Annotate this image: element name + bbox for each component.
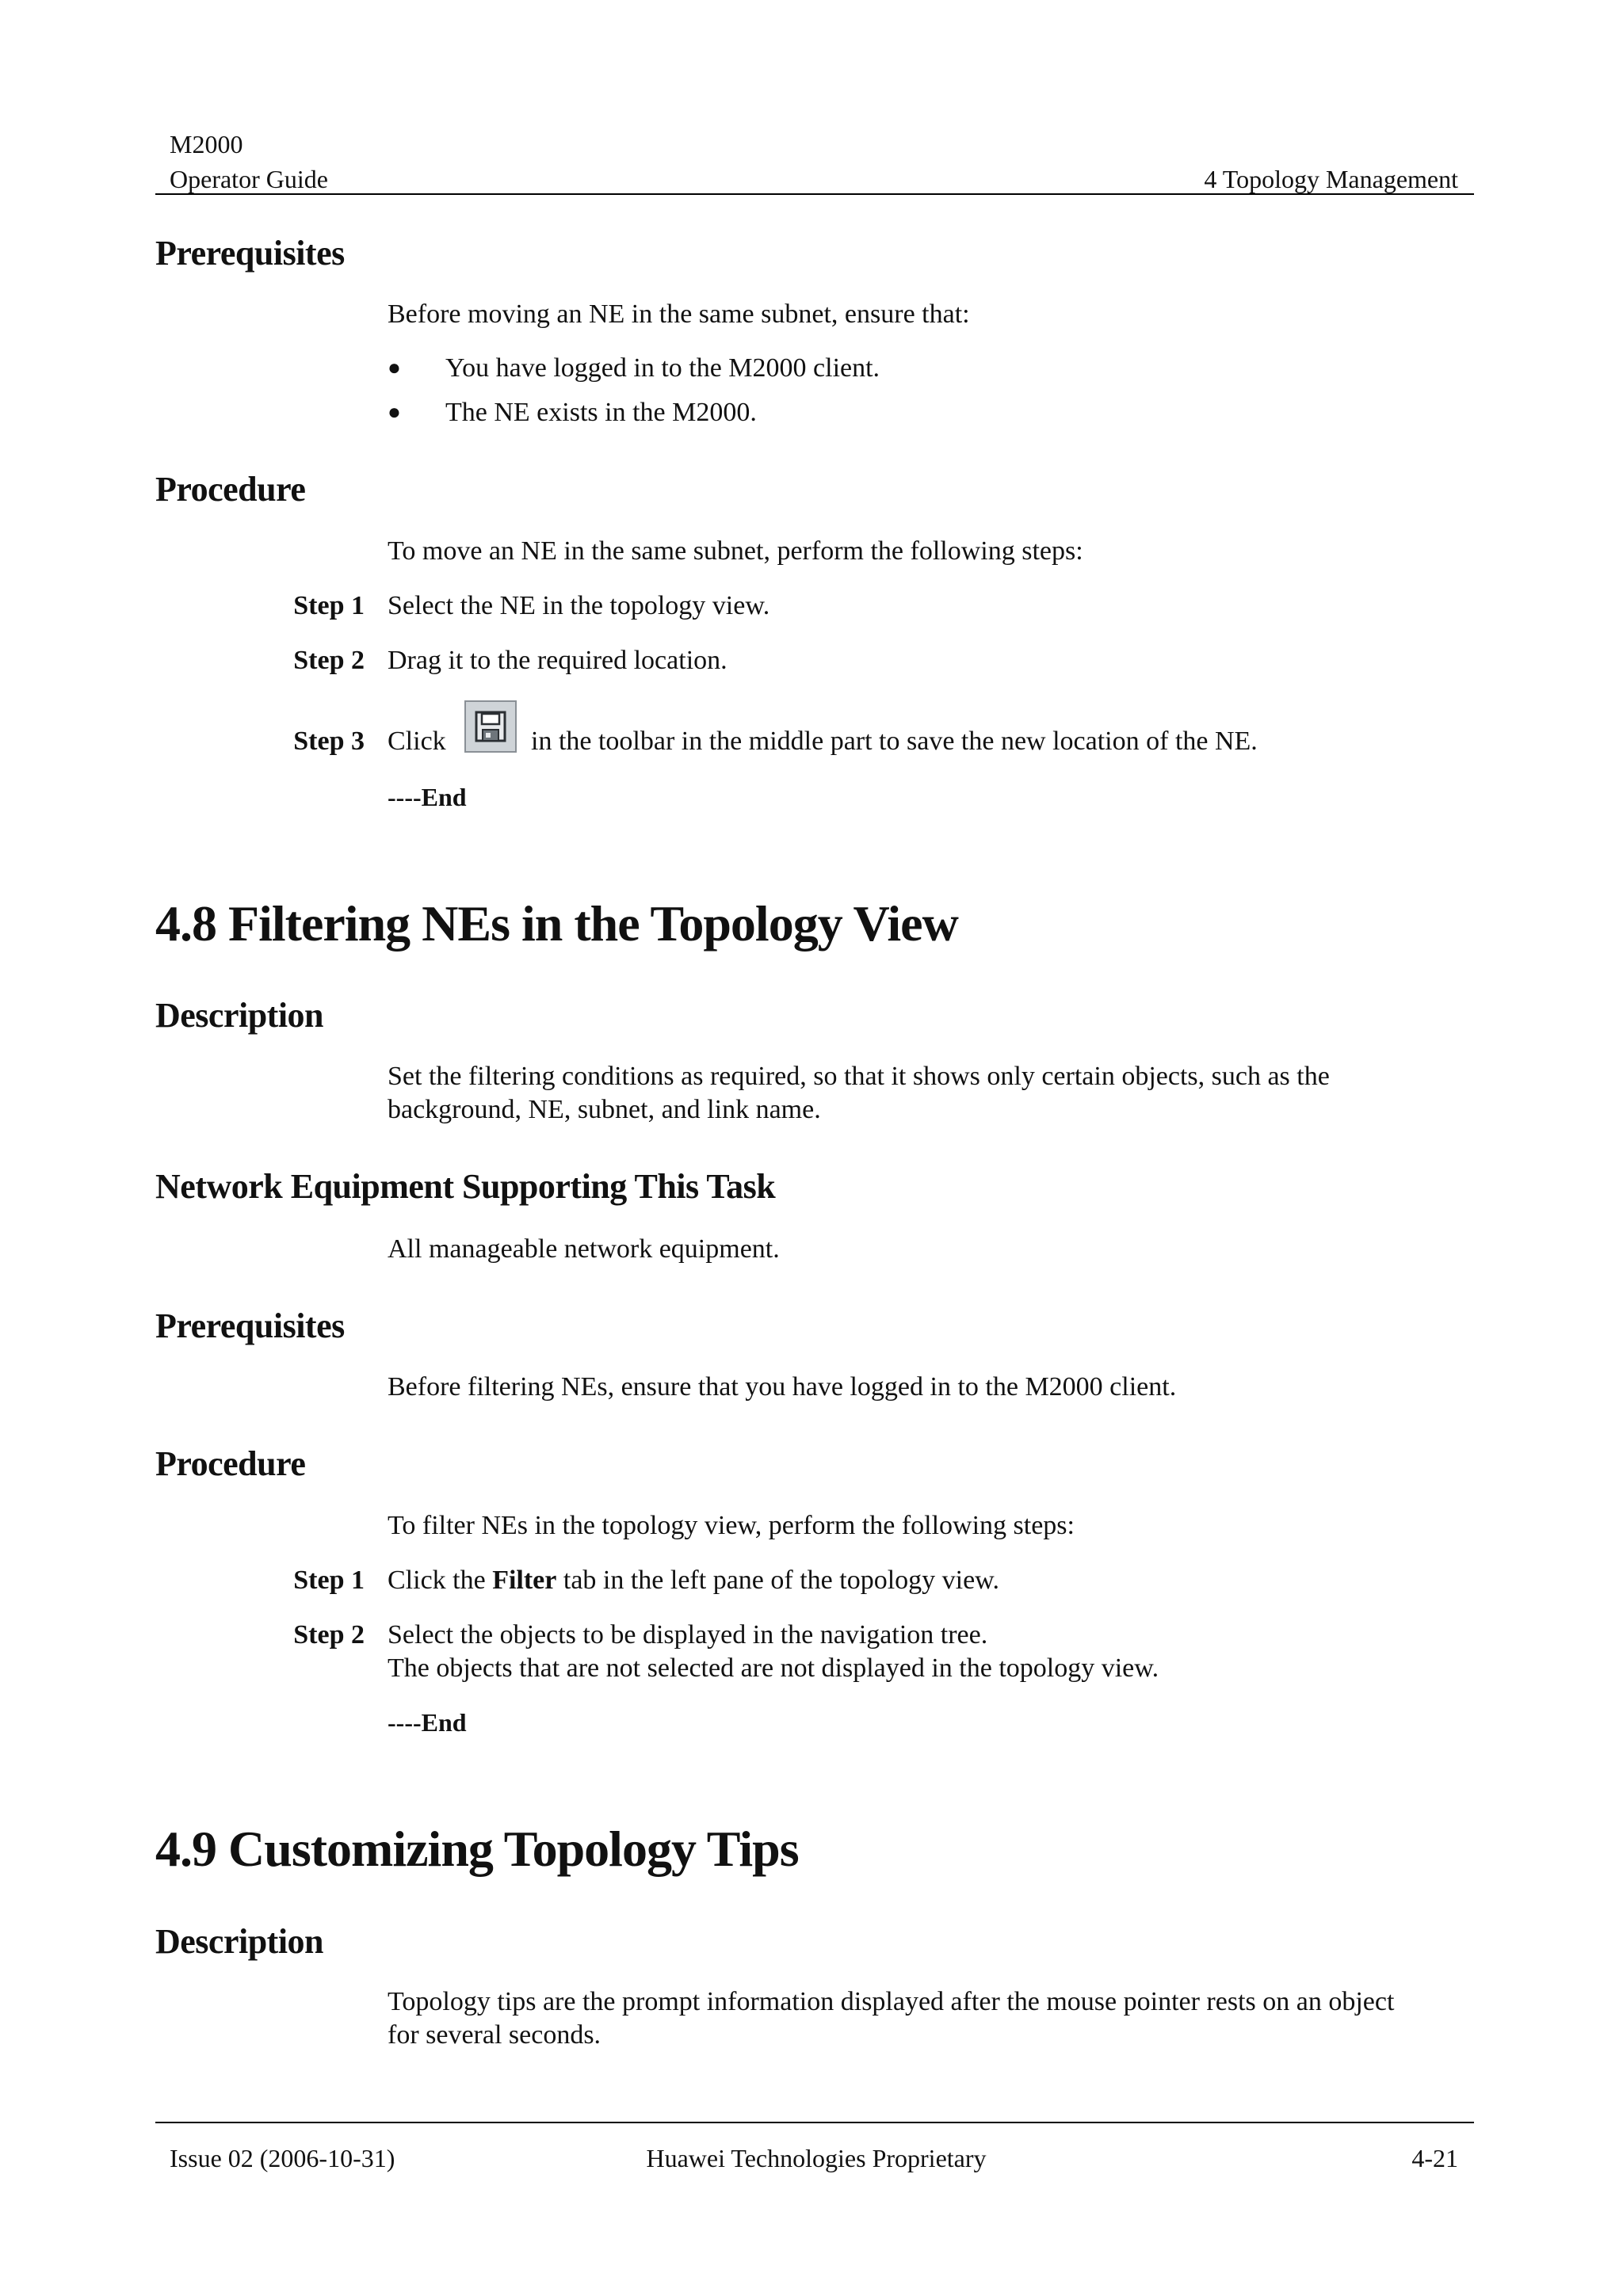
step-label: Step 1 [293,591,365,620]
prereq-bullet-item: You have logged in to the M2000 client. [445,353,880,383]
step-text-before: Click the [388,1566,486,1595]
footer-rule [155,2122,1474,2123]
footer-proprietary: Huawei Technologies Proprietary [646,2144,987,2172]
section-heading-procedure: Procedure [155,1444,306,1483]
prereq-text: Before filtering NEs, ensure that you have logged in to the M2000 client. [388,1372,1177,1402]
bullet-dot: ● [388,400,401,425]
procedure-intro: To filter NEs in the topology view, perform the following steps: [388,1511,1075,1540]
step-text: The objects that are not selected are not displayed in the topology view. [388,1653,1159,1683]
step-text: Select the NE in the topology view. [388,591,770,620]
header-chapter: 4 Topology Management [1204,165,1458,193]
section-heading-description: Description [155,1922,324,1961]
step-text: Drag it to the required location. [388,646,727,675]
step-text-before: Click [388,727,446,756]
step-text [388,1564,999,1597]
section-heading-procedure: Procedure [155,470,306,509]
filter-tab-name: Filter [492,1566,557,1595]
footer-issue: Issue 02 (2006-10-31) [170,2144,395,2172]
description-line: for several seconds. [388,2020,601,2050]
step-text-after: in the toolbar in the middle part to save the new location of the NE. [531,727,1258,756]
prereq-intro: Before moving an NE in the same subnet, ensure that: [388,299,970,329]
bullet-dot: ● [388,356,401,380]
section-title: 4.9 Customizing Topology Tips [155,1821,799,1877]
step-label: Step 2 [293,646,365,675]
end-marker: ----End [388,783,467,811]
description-line: Set the filtering conditions as required, so that it shows only certain objects, such as the [388,1062,1330,1091]
equipment-text: All manageable network equipment. [388,1234,780,1264]
procedure-intro: To move an NE in the same subnet, perform the following steps: [388,536,1083,566]
header-rule [155,193,1474,195]
section-heading-equipment: Network Equipment Supporting This Task [155,1167,776,1206]
description-line: Topology tips are the prompt information displayed after the mouse pointer rests on an object [388,1987,1395,2016]
save-icon [464,700,517,753]
step-label: Step 2 [293,1620,365,1650]
description-line: background, NE, subnet, and link name. [388,1095,821,1124]
step-label: Step 1 [293,1566,365,1595]
section-heading-prerequisites: Prerequisites [155,234,345,273]
step-text: Select the objects to be displayed in the navigation tree. [388,1620,988,1650]
header-product: M2000 [170,130,243,158]
section-heading-prerequisites: Prerequisites [155,1306,345,1345]
section-heading-description: Description [155,996,324,1035]
step-text-after: tab in the left pane of the topology view. [563,1566,1000,1595]
step-label: Step 3 [293,727,365,756]
section-title: 4.8 Filtering NEs in the Topology View [155,895,958,952]
footer-page-number: 4-21 [1411,2144,1458,2172]
header-doc-title: Operator Guide [170,165,328,193]
prereq-bullet-item: The NE exists in the M2000. [445,398,757,427]
end-marker: ----End [388,1708,467,1737]
